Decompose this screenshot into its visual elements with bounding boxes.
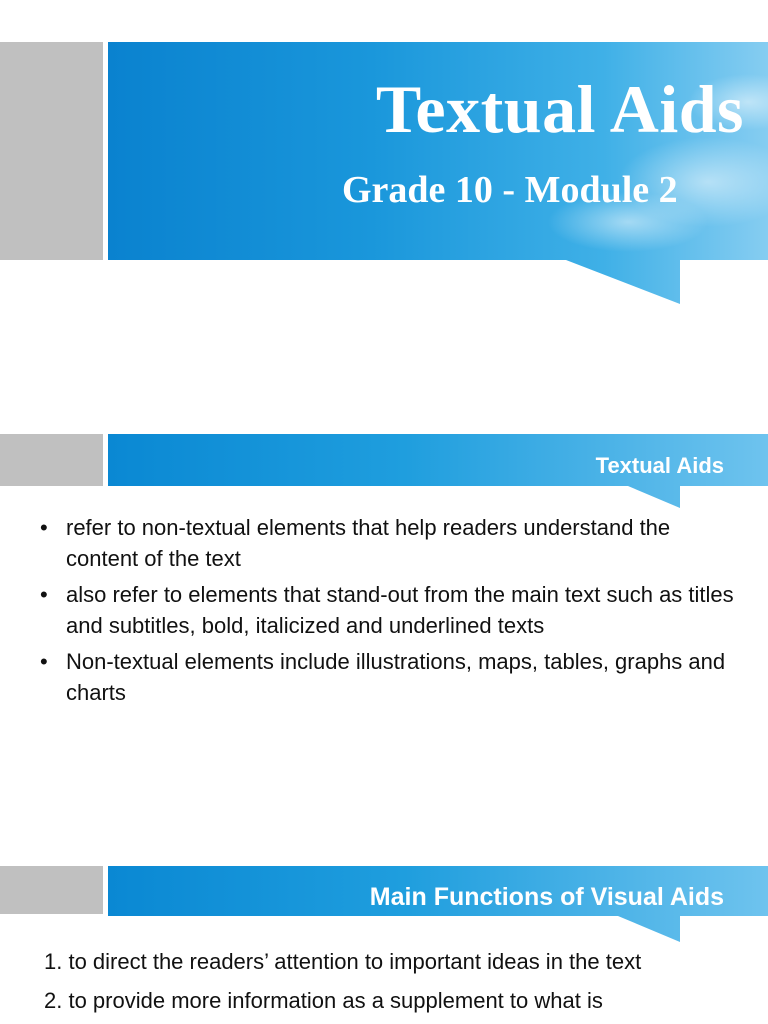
list-item: • refer to non-textual elements that help readers understand the content of the text [40,512,740,574]
gray-accent-block [0,42,103,260]
slide-title: Textual Aids [375,71,744,147]
slide-header: Main Functions of Visual Aids [369,883,724,911]
list-item: • also refer to elements that stand-out from the main text such as titles and subtitles, bold, italicized and underlined texts [40,579,740,641]
gray-accent-block [0,434,103,486]
slide-header: Textual Aids [595,453,724,478]
bullet-list [40,512,740,713]
textual-aids-slide [0,400,768,820]
visual-aids-functions-slide [0,830,768,1024]
slide-subtitle: Grade 10 - Module 2 [342,169,678,211]
bullet-icon: • [40,649,48,674]
list-item: 2. to provide more information as a supplement to what is [44,988,603,1013]
title-slide [0,0,768,400]
functions-list [44,946,734,1024]
bullet-icon: • [40,582,48,607]
gray-accent-block [0,866,103,914]
list-item: 1. to direct the readers’ attention to important ideas in the text [44,949,642,974]
bullet-icon: • [40,515,48,540]
list-item: • Non-textual elements include illustrations, maps, tables, graphs and charts [40,646,740,708]
